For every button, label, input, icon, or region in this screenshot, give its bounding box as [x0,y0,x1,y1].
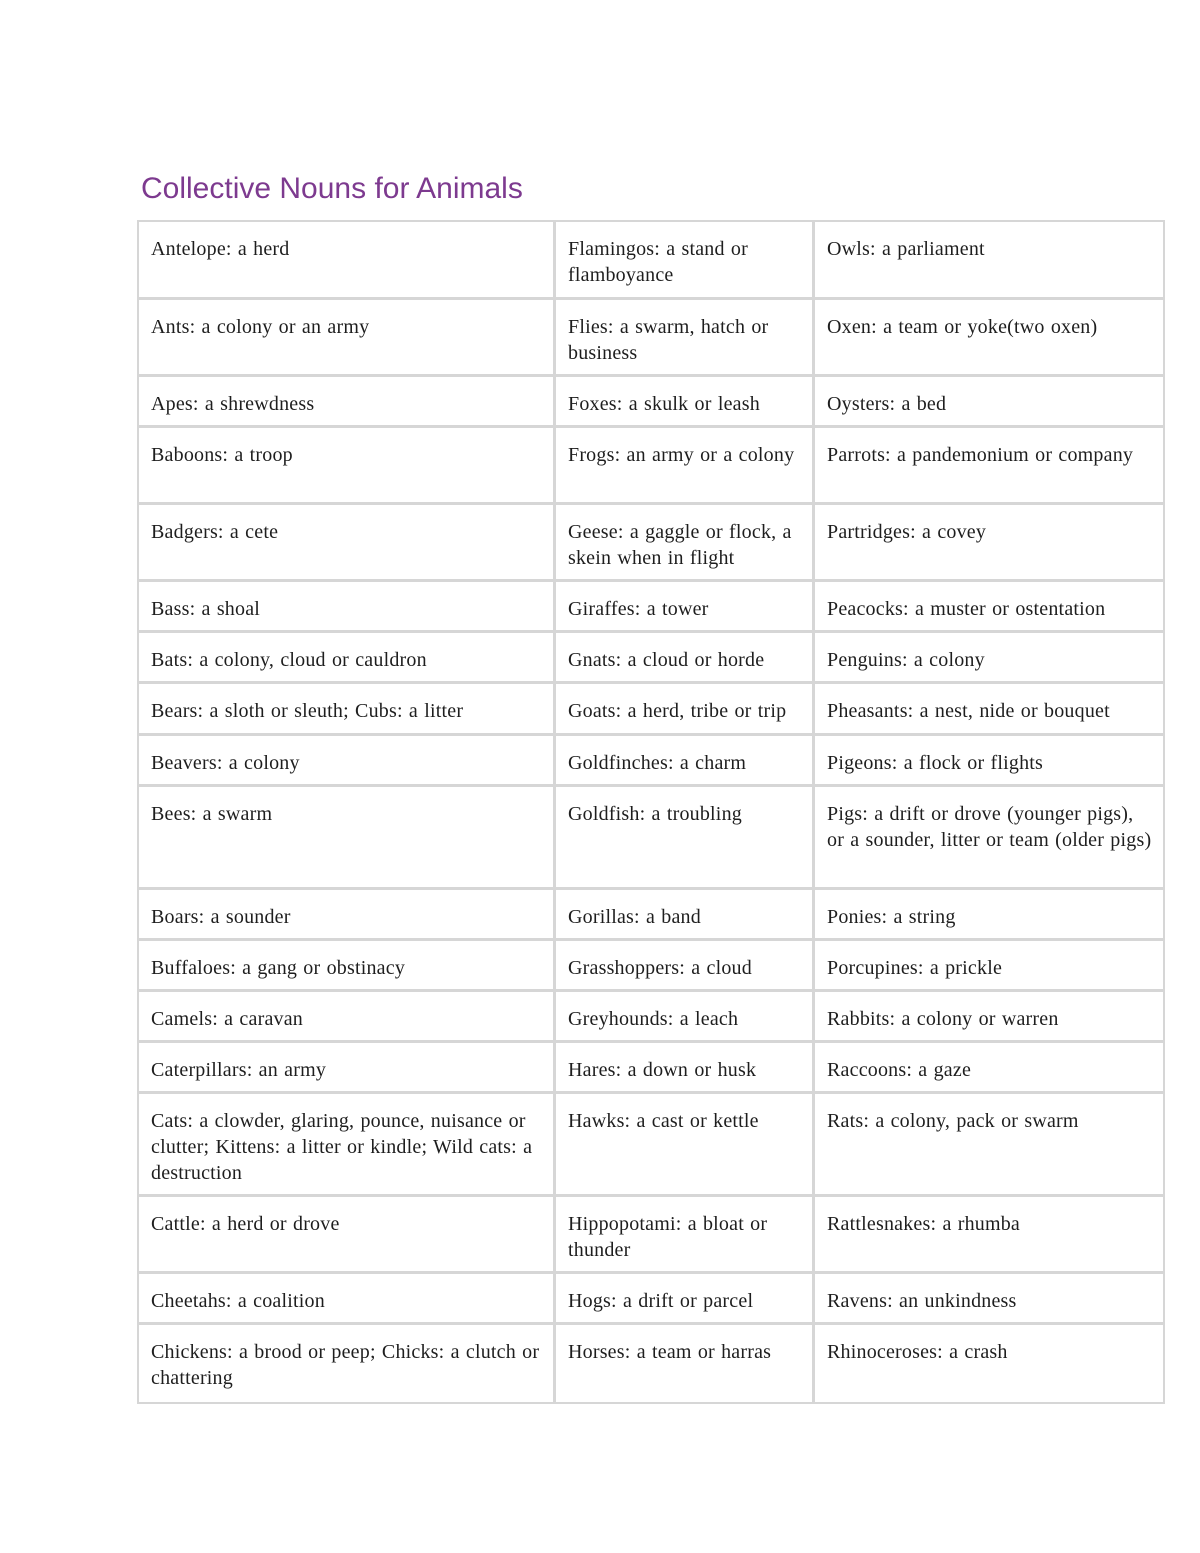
table-body [139,222,1163,1402]
table-cell: Beavers: a colony [139,736,556,787]
table-cell: Apes: a shrewdness [139,377,556,428]
table-cell: Cats: a clowder, glaring, pounce, nuisance or clutter; Kittens: a litter or kindle; Wild cats: a destruction [139,1094,556,1197]
table-cell: Caterpillars: an army [139,1043,556,1094]
table-row [139,300,1163,377]
table-cell: Greyhounds: a leach [556,992,815,1043]
table-cell: Porcupines: a prickle [815,941,1163,992]
table-cell: Goats: a herd, tribe or trip [556,684,815,736]
table-cell: Rats: a colony, pack or swarm [815,1094,1163,1197]
table-cell: Bees: a swarm [139,787,556,890]
table-row [139,992,1163,1043]
table-cell: Parrots: a pandemonium or company [815,428,1163,505]
table-cell: Hares: a down or husk [556,1043,815,1094]
table-cell: Goldfinches: a charm [556,736,815,787]
table-row [139,428,1163,505]
table-row [139,582,1163,633]
page-title: Collective Nouns for Animals [141,172,523,205]
table-cell: Geese: a gaggle or flock, a skein when in flight [556,505,815,582]
table-cell: Badgers: a cete [139,505,556,582]
table-row [139,505,1163,582]
table-cell: Pigeons: a flock or flights [815,736,1163,787]
table-cell: Cheetahs: a coalition [139,1274,556,1325]
table-cell: Buffaloes: a gang or obstinacy [139,941,556,992]
table-row [139,890,1163,941]
table-cell: Foxes: a skulk or leash [556,377,815,428]
table-row [139,684,1163,736]
table-cell: Frogs: an army or a colony [556,428,815,505]
collective-nouns-table [137,220,1165,1404]
table-cell: Ants: a colony or an army [139,300,556,377]
table-cell: Hogs: a drift or parcel [556,1274,815,1325]
table-cell: Gnats: a cloud or horde [556,633,815,684]
table-cell: Horses: a team or harras [556,1325,815,1402]
table-cell: Antelope: a herd [139,222,556,300]
table-row [139,736,1163,787]
table-cell: Pheasants: a nest, nide or bouquet [815,684,1163,736]
table-cell: Oysters: a bed [815,377,1163,428]
table-cell: Flamingos: a stand or flamboyance [556,222,815,300]
table-cell: Owls: a parliament [815,222,1163,300]
table-cell: Ponies: a string [815,890,1163,941]
table-cell: Rhinoceroses: a crash [827,1341,1008,1363]
table-cell: Bass: a shoal [139,582,556,633]
table-cell: Goldfish: a troubling [556,787,815,890]
table-cell: Camels: a caravan [139,992,556,1043]
table-cell: Oxen: a team or yoke(two oxen) [815,300,1163,377]
table-cell: Partridges: a covey [815,505,1163,582]
table-cell: Baboons: a troop [139,428,556,505]
table-cell: Gorillas: a band [556,890,815,941]
table-cell: Raccoons: a gaze [815,1043,1163,1094]
table-row [139,1274,1163,1325]
table-row [139,1325,1163,1402]
table-cell: Penguins: a colony [815,633,1163,684]
table-cell: Giraffes: a tower [556,582,815,633]
table-cell: Boars: a sounder [139,890,556,941]
table-row [139,222,1163,300]
table-cell: Ravens: an unkindness [815,1274,1163,1325]
table-row [139,633,1163,684]
table-cell: Peacocks: a muster or ostentation [815,582,1163,633]
table-cell: Hawks: a cast or kettle [556,1094,815,1197]
table-cell: Rattlesnakes: a rhumba [815,1197,1163,1274]
table-cell: Flies: a swarm, hatch or business [556,300,815,377]
table-row [139,377,1163,428]
table-cell: Chickens: a brood or peep; Chicks: a clutch or chattering [139,1325,556,1402]
table-cell: Rabbits: a colony or warren [815,992,1163,1043]
table-cell: Grasshoppers: a cloud [556,941,815,992]
table-cell: Hippopotami: a bloat or thunder [556,1197,815,1274]
table-row [139,941,1163,992]
table-cell: Cattle: a herd or drove [139,1197,556,1274]
table-row [139,787,1163,890]
table-row [139,1094,1163,1197]
table-row [139,1197,1163,1274]
table-cell: Pigs: a drift or drove (younger pigs), or a sounder, litter or team (older pigs) [815,787,1163,890]
table-cell: Bears: a sloth or sleuth; Cubs: a litter [139,684,556,736]
table-cell: Bats: a colony, cloud or cauldron [139,633,556,684]
table-row [139,1043,1163,1094]
